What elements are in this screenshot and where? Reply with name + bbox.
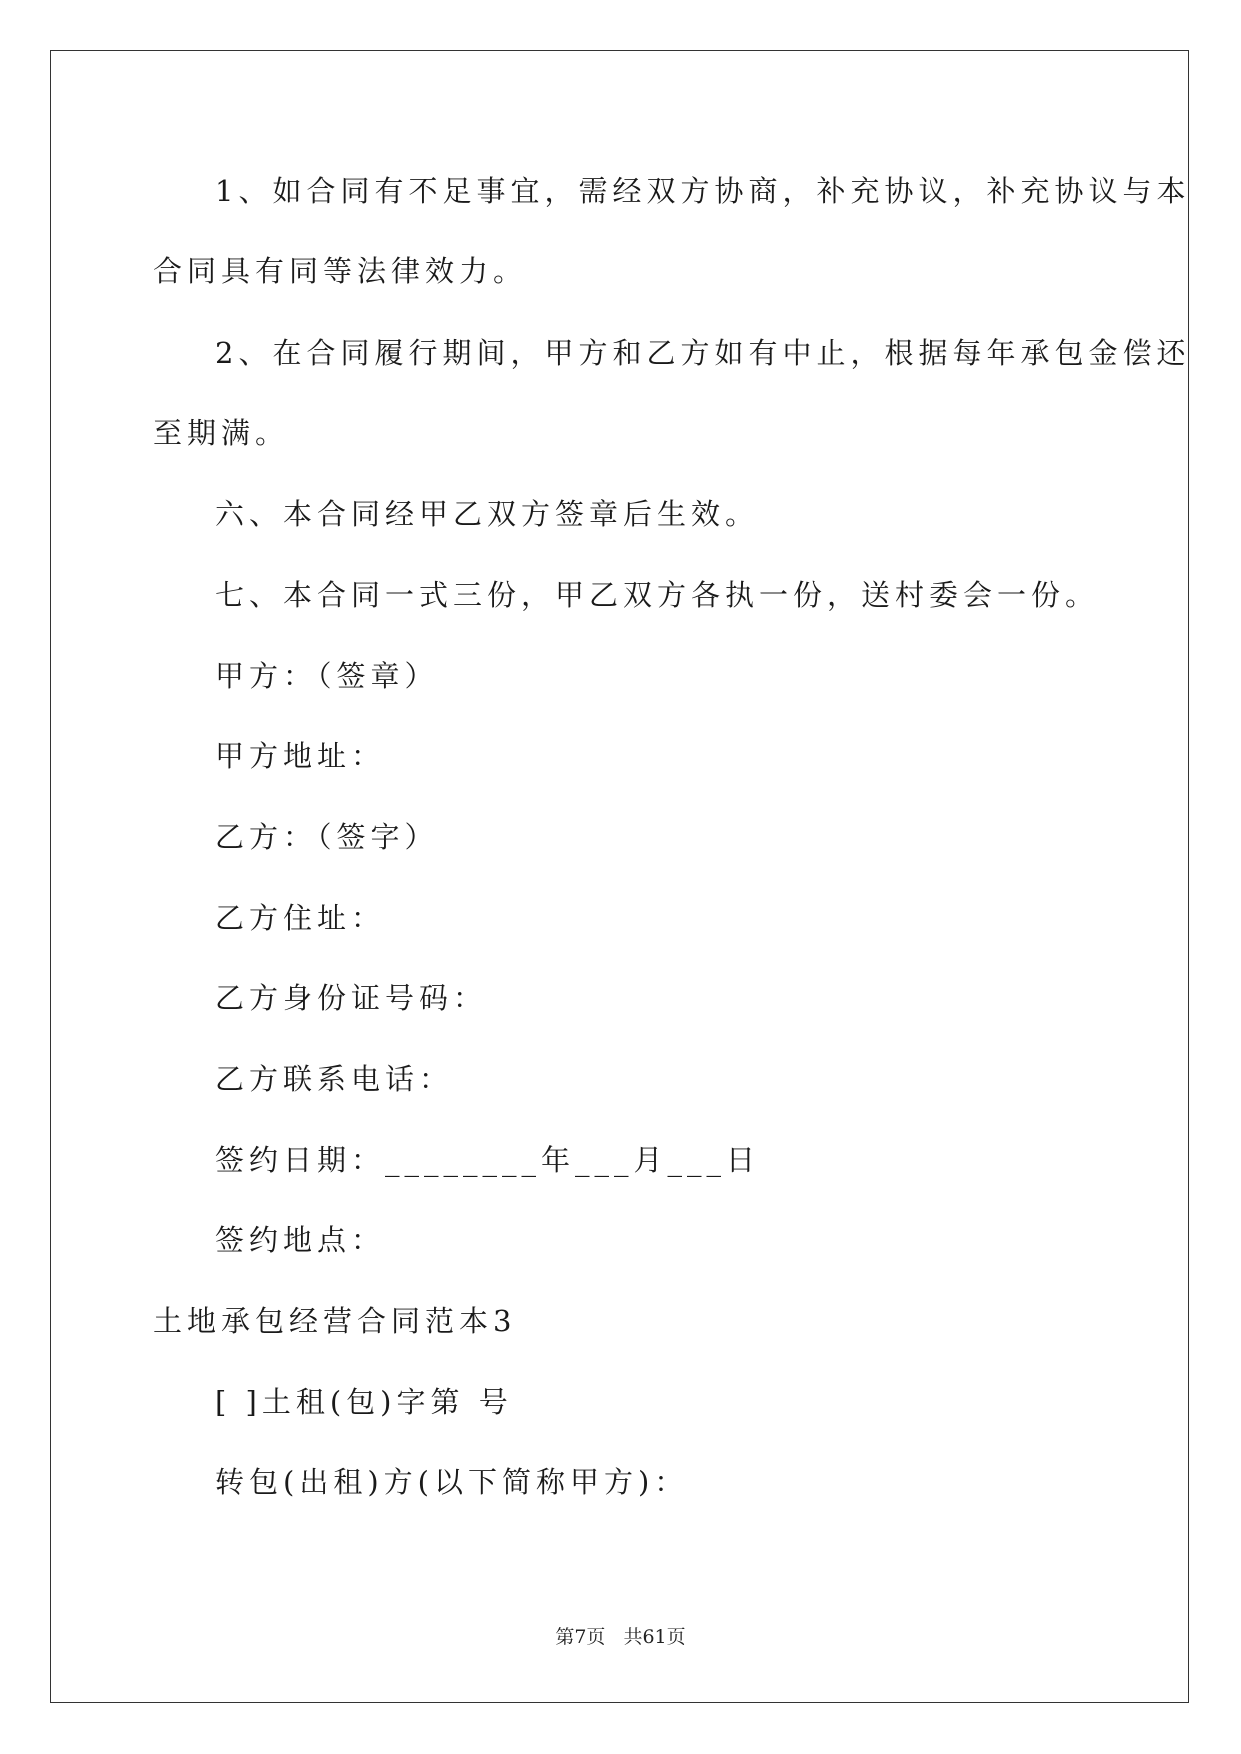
- party-b-id-number: 乙方身份证号码：: [215, 981, 488, 1015]
- party-b-phone: 乙方联系电话：: [215, 1062, 454, 1096]
- signing-place: 签约地点：: [215, 1223, 386, 1257]
- total-pages: 共61页: [623, 1626, 686, 1648]
- clause-1-line-1: 1、如合同有不足事宜，需经双方协商，补充协议，补充协议与本: [215, 174, 1191, 208]
- clause-2-line-2: 至期满。: [153, 416, 290, 450]
- party-b-address: 乙方住址：: [215, 901, 386, 935]
- section-heading: 土地承包经营合同范本3: [153, 1304, 517, 1338]
- party-a-definition: 转包(出租)方(以下简称甲方)：: [215, 1465, 689, 1499]
- signing-date: 签约日期：________年___月___日: [215, 1143, 761, 1177]
- clause-seven: 七、本合同一式三份，甲乙双方各执一份，送村委会一份。: [215, 578, 1100, 612]
- contract-number: [ ]土租(包)字第 号: [215, 1385, 513, 1419]
- page-footer: [0, 1622, 1241, 1649]
- clause-six: 六、本合同经甲乙双方签章后生效。: [215, 497, 760, 531]
- page-frame: [50, 50, 1189, 1703]
- clause-1-line-2: 合同具有同等法律效力。: [153, 254, 528, 288]
- clause-2-line-1: 2、在合同履行期间，甲方和乙方如有中止，根据每年承包金偿还: [215, 336, 1191, 370]
- party-b-signature: 乙方：（签字）: [215, 820, 439, 854]
- party-a-address: 甲方地址：: [215, 739, 386, 773]
- party-a-signature: 甲方：（签章）: [215, 659, 439, 693]
- page-number: 第7页: [555, 1626, 606, 1648]
